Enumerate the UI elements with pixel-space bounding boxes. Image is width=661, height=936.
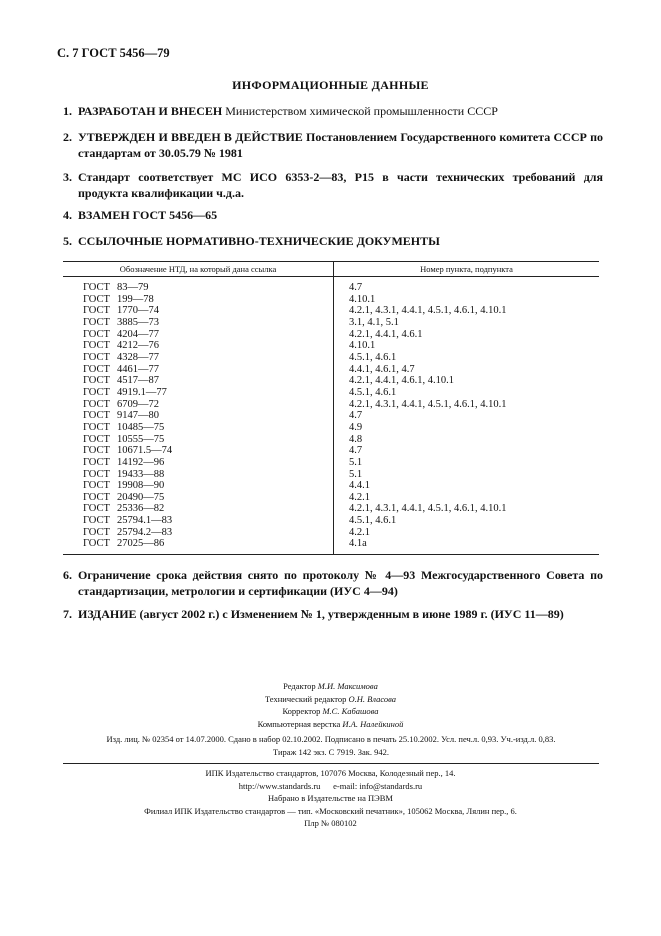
cell-designation: 3885—73 xyxy=(117,316,159,328)
publisher-web: http://www.standards.ru e-mail: info@standards.ru xyxy=(238,780,423,791)
cell-document xyxy=(63,277,334,294)
cell-designation: 19908—90 xyxy=(117,480,165,492)
page-header: С. 7 ГОСТ 5456—79 xyxy=(57,46,170,60)
table-row xyxy=(63,469,599,481)
cell-prefix: ГОСТ xyxy=(83,468,110,480)
cell-clauses: 4.7 xyxy=(349,282,363,293)
cell-document xyxy=(63,434,334,446)
cell-document xyxy=(63,515,334,527)
imprint-block xyxy=(63,733,599,758)
credit-person: М.И. Максимова xyxy=(317,681,378,691)
cell-prefix: ГОСТ xyxy=(83,515,110,527)
table-row xyxy=(63,457,599,469)
publisher-branch: Филиал ИПК Издательство стандартов — тип. «Московский печатник», 105062 Москва, Лялин пер., 6. xyxy=(144,805,517,816)
credit-line xyxy=(0,680,661,693)
cell-prefix: ГОСТ xyxy=(83,433,110,445)
cell-prefix: ГОСТ xyxy=(83,282,110,293)
cell-designation: 25794.2—83 xyxy=(117,526,173,538)
cell-clauses: 5.1 xyxy=(349,456,363,468)
cell-clauses: 4.5.1, 4.6.1 xyxy=(349,515,397,527)
item-bold-text: УТВЕРЖДЕН И ВВЕДЕН В ДЕЙСТВИЕ xyxy=(78,130,303,144)
cell-document xyxy=(63,422,334,434)
table-row xyxy=(63,410,599,422)
cell-prefix: ГОСТ xyxy=(83,316,110,328)
cell-designation: 14192—96 xyxy=(117,456,165,468)
cell-document xyxy=(63,480,334,492)
info-item-7 xyxy=(63,606,603,622)
cell-prefix: ГОСТ xyxy=(83,328,110,340)
table-row xyxy=(63,492,599,504)
credit-role: Корректор xyxy=(282,706,321,716)
publisher-block xyxy=(0,767,661,830)
cell-clauses: 4.2.1, 4.4.1, 4.6.1, 4.10.1 xyxy=(349,375,454,387)
cell-clauses: 4.5.1, 4.6.1 xyxy=(349,351,397,363)
cell-designation: 10555—75 xyxy=(117,433,165,445)
item-text: (август 2002 г.) с Изменением № 1, утвержденным в июне 1989 г. (ИУС 11—89) xyxy=(136,607,564,621)
item-bold-text: ССЫЛОЧНЫЕ НОРМАТИВНО-ТЕХНИЧЕСКИЕ ДОКУМЕНТЫ xyxy=(78,234,440,248)
cell-prefix: ГОСТ xyxy=(83,375,110,387)
item-number: 3. xyxy=(63,170,72,184)
table-body xyxy=(63,277,599,555)
cell-designation: 4328—77 xyxy=(117,351,159,363)
cell-document xyxy=(63,375,334,387)
cell-prefix: ГОСТ xyxy=(83,363,110,375)
table-row xyxy=(63,387,599,399)
cell-clauses: 4.10.1 xyxy=(349,340,376,352)
cell-document xyxy=(63,457,334,469)
item-number: 4. xyxy=(63,208,72,222)
cell-prefix: ГОСТ xyxy=(83,503,110,515)
cell-clauses: 4.2.1 xyxy=(349,526,370,538)
cell-clauses: 4.2.1, 4.3.1, 4.4.1, 4.5.1, 4.6.1, 4.10.1 xyxy=(349,503,507,515)
cell-document xyxy=(63,492,334,504)
cell-document xyxy=(63,364,334,376)
item-bold-text: РАЗРАБОТАН И ВНЕСЕН xyxy=(78,104,223,118)
cell-clauses: 4.2.1, 4.3.1, 4.4.1, 4.5.1, 4.6.1, 4.10.1 xyxy=(349,398,507,410)
table-row xyxy=(63,445,599,457)
table-row xyxy=(63,305,599,317)
table-row xyxy=(63,375,599,387)
item-text: Ограничение срока действия снято по протоколу № 4—93 Межгосударственного Совета по стандартизации, метрологии и сертификации (ИУС 4—94) xyxy=(78,568,603,598)
cell-clauses: 4.2.1, 4.3.1, 4.4.1, 4.5.1, 4.6.1, 4.10.1 xyxy=(349,305,507,317)
item-number: 7. xyxy=(63,607,72,621)
imprint-line: Тираж 142 экз. С 7919. Зак. 942. xyxy=(272,746,390,757)
cell-designation: 4517—87 xyxy=(117,375,159,387)
cell-designation: 4204—77 xyxy=(117,328,159,340)
column-header-clause: Номер пункта, подпункта xyxy=(334,262,600,277)
credit-role: Редактор xyxy=(283,681,316,691)
cell-designation: 4212—76 xyxy=(117,340,159,352)
table-row xyxy=(63,317,599,329)
reference-documents-table xyxy=(63,261,599,555)
credit-person: И.А. Налейкиной xyxy=(342,718,404,729)
table-row xyxy=(63,277,599,294)
cell-document xyxy=(63,399,334,411)
credit-line xyxy=(0,718,661,731)
divider xyxy=(63,763,599,764)
cell-document xyxy=(63,445,334,457)
cell-prefix: ГОСТ xyxy=(83,421,110,433)
cell-prefix: ГОСТ xyxy=(83,526,110,538)
cell-clauses: 4.9 xyxy=(349,421,363,433)
cell-designation: 19433—88 xyxy=(117,468,165,480)
cell-document xyxy=(63,387,334,399)
cell-prefix: ГОСТ xyxy=(83,305,110,317)
table-row xyxy=(63,340,599,352)
item-text: Постановлением Государственного комитета СССР по стандартам от 30.05.79 № 1981 xyxy=(78,130,604,160)
item-text: Стандарт соответствует МС ИСО 6353-2—83, Р15 в части технических требований для продукта квалификации ч.д.а. xyxy=(78,170,603,200)
cell-clauses: 4.8 xyxy=(349,433,363,445)
cell-designation: 4919.1—77 xyxy=(117,386,167,398)
cell-designation: 199—78 xyxy=(117,293,154,305)
cell-document xyxy=(63,305,334,317)
cell-clauses: 4.2.1, 4.4.1, 4.6.1 xyxy=(349,328,423,340)
cell-document xyxy=(63,503,334,515)
cell-prefix: ГОСТ xyxy=(83,386,110,398)
table-row xyxy=(63,329,599,341)
cell-document xyxy=(63,294,334,306)
cell-document xyxy=(63,538,334,554)
publisher-license: Плр № 080102 xyxy=(304,818,357,828)
cell-clauses: 4.2.1 xyxy=(349,491,370,503)
cell-designation: 27025—86 xyxy=(117,538,165,550)
publisher-typeset: Набрано в Издательстве на ПЭВМ xyxy=(268,793,393,803)
cell-clauses: 4.1а xyxy=(334,538,600,554)
table-row xyxy=(63,352,599,364)
table-row xyxy=(63,503,599,515)
cell-document xyxy=(63,527,334,539)
info-item-6 xyxy=(63,567,603,599)
table-row xyxy=(63,527,599,539)
info-item-4 xyxy=(63,207,603,223)
cell-prefix: ГОСТ xyxy=(83,491,110,503)
cell-clauses: 4.7 xyxy=(349,445,363,457)
cell-prefix: ГОСТ xyxy=(83,351,110,363)
publisher-address: ИПК Издательство стандартов, 107076 Москва, Колодезный пер., 14. xyxy=(205,768,456,778)
info-item-3 xyxy=(63,169,603,201)
cell-designation: 83—79 xyxy=(117,282,149,293)
item-bold-text: ВЗАМЕН ГОСТ 5456—65 xyxy=(78,208,218,222)
credit-role: Компьютерная верстка xyxy=(257,718,341,729)
item-number: 2. xyxy=(63,130,72,144)
credits-block xyxy=(0,680,661,730)
cell-clauses: 4.5.1, 4.6.1 xyxy=(349,386,397,398)
item-number: 5. xyxy=(63,234,72,248)
cell-designation: 10485—75 xyxy=(117,421,165,433)
cell-document xyxy=(63,340,334,352)
info-item-2 xyxy=(63,129,603,161)
column-header-document: Обозначение НТД, на который дана ссылка xyxy=(63,262,334,277)
cell-clauses: 3.1, 4.1, 5.1 xyxy=(349,316,399,328)
credit-role: Технический редактор xyxy=(264,693,347,704)
credit-person: О.Н. Власова xyxy=(348,693,397,704)
table-row xyxy=(63,480,599,492)
cell-prefix: ГОСТ xyxy=(83,293,110,305)
cell-designation: 6709—72 xyxy=(117,398,159,410)
cell-document xyxy=(63,317,334,329)
cell-clauses: 4.4.1 xyxy=(349,480,370,492)
item-bold-text: ИЗДАНИЕ xyxy=(78,607,137,621)
cell-designation: 25336—82 xyxy=(117,503,165,515)
cell-prefix: ГОСТ xyxy=(83,398,110,410)
cell-document xyxy=(63,410,334,422)
cell-clauses: 4.4.1, 4.6.1, 4.7 xyxy=(349,363,415,375)
table-row xyxy=(63,422,599,434)
credit-line xyxy=(0,693,661,706)
table-row xyxy=(63,364,599,376)
item-number: 6. xyxy=(63,568,72,582)
table-row xyxy=(63,538,599,554)
cell-designation: 1770—74 xyxy=(117,305,159,317)
cell-prefix: ГОСТ xyxy=(83,480,110,492)
item-number: 1. xyxy=(63,104,72,118)
cell-prefix: ГОСТ xyxy=(83,538,110,550)
info-item-5 xyxy=(63,233,603,249)
cell-prefix: ГОСТ xyxy=(83,340,110,352)
item-text: Министерством химической промышленности СССР xyxy=(222,104,498,118)
cell-prefix: ГОСТ xyxy=(83,410,110,422)
section-title: ИНФОРМАЦИОННЫЕ ДАННЫЕ xyxy=(232,78,429,92)
cell-prefix: ГОСТ xyxy=(83,456,110,468)
cell-designation: 4461—77 xyxy=(117,363,159,375)
table-row xyxy=(63,515,599,527)
cell-clauses: 5.1 xyxy=(349,468,363,480)
cell-clauses: 4.7 xyxy=(349,410,363,422)
cell-designation: 25794.1—83 xyxy=(117,515,173,527)
table-header-row xyxy=(63,262,599,277)
cell-document xyxy=(63,352,334,364)
cell-designation: 20490—75 xyxy=(117,491,165,503)
cell-designation: 9147—80 xyxy=(117,410,159,422)
cell-prefix: ГОСТ xyxy=(83,445,110,457)
cell-document xyxy=(63,469,334,481)
cell-designation: 10671.5—74 xyxy=(117,445,173,457)
info-item-1 xyxy=(63,103,603,119)
credit-line xyxy=(0,705,661,718)
imprint-line: Изд. лиц. № 02354 от 14.07.2000. Сдано в набор 02.10.2002. Подписано в печать 25.10.2002. Усл. печ.л. 0,93. Уч.-изд.л. 0,83. xyxy=(106,734,556,744)
cell-clauses: 4.10.1 xyxy=(349,293,376,305)
table-row xyxy=(63,399,599,411)
cell-document xyxy=(63,329,334,341)
table-row xyxy=(63,434,599,446)
credit-person: М.С. Кабашова xyxy=(322,706,379,716)
table-row xyxy=(63,294,599,306)
